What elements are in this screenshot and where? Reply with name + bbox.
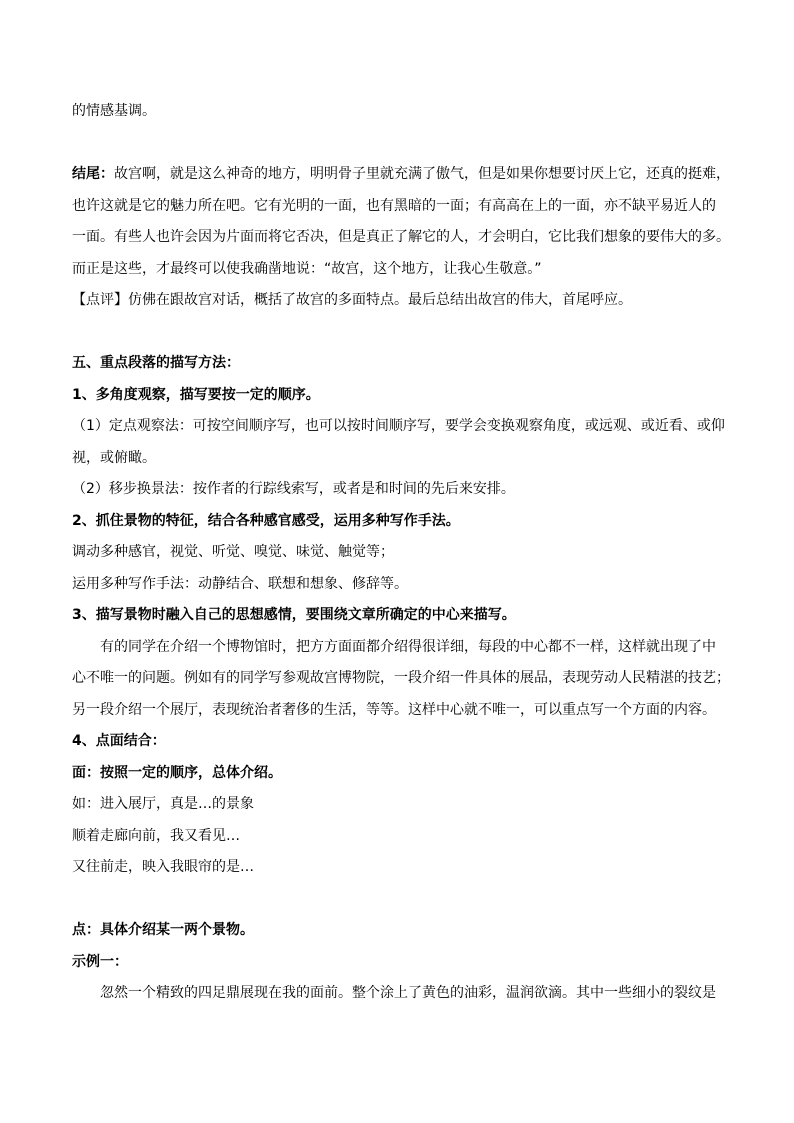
point-3-heading: 3、描写景物时融入自己的思想感情，要围绕文章所确定的中心来描写。: [72, 607, 516, 623]
ending-text: 故宫啊，就是这么神奇的地方，明明骨子里就充满了傲气，但是如果你想要讨厌上它，还真的挺难，: [114, 166, 730, 182]
ending-paragraph-line-1: [72, 159, 740, 191]
point-1-item-a-line-2: 视，或俯瞰。: [72, 449, 156, 466]
mian-heading: 面：按照一定的顺序，总体介绍。: [72, 764, 282, 781]
ending-paragraph-line-3: 一面。有些人也许会因为片面而将它否决，但是真正了解它的人，才会明白，它比我们想象的要伟大的多。: [72, 229, 730, 245]
dian-heading: 点：具体介绍某一两个景物。: [72, 922, 254, 938]
point-4-heading: 4、点面结合：: [72, 733, 166, 749]
point-1-heading: 1、多角度观察，描写要按一定的顺序。: [72, 386, 320, 403]
comment-line: 【点评】仿佛在跟故宫对话，概括了故宫的多面特点。最后总结出故宫的伟大，首尾呼应。: [72, 292, 632, 308]
example-line-2: 顺着走廊向前，我又看见…: [72, 827, 240, 844]
point-3-paragraph-line-1: 有的同学在介绍一个博物馆时，把方方面面都介绍得很详细，每段的中心都不一样，这样就出现了中: [100, 638, 716, 655]
example-1-label: 示例一：: [72, 953, 128, 970]
spacer: [72, 128, 740, 160]
point-1-item-b: （2）移步换景法：按作者的行踪线索写，或者是和时间的先后来安排。: [72, 481, 515, 497]
point-1-item-a-line-1: （1）定点观察法：可按空间顺序写，也可以按时间顺序写，要学会变换观察角度，或远观、或近看、或仰: [72, 418, 725, 434]
ending-paragraph-line-4: 而正是这些，才最终可以使我确凿地说：“故宫，这个地方，让我心生敬意。”: [72, 260, 542, 277]
spacer: [72, 884, 740, 916]
point-3-paragraph-line-2: 心不唯一的问题。例如有的同学写参观故宫博物院，一段介绍一件具体的展品，表现劳动人民精湛的技艺；: [72, 670, 730, 686]
example-line-3: 又往前走，映入我眼帘的是…: [72, 859, 254, 875]
example-line-1: 如：进入展厅，真是…的景象: [72, 796, 254, 812]
point-3-paragraph-line-3: 另一段介绍一个展厅，表现统治者奢侈的生活，等等。这样中心就不唯一，可以重点写一个方面的内容。: [72, 701, 716, 718]
point-2-heading: 2、抓住景物的特征，结合各种感官感受，运用多种写作手法。: [72, 512, 460, 529]
ending-label: 结尾：: [72, 166, 114, 182]
point-2-item-a: 调动多种感官，视觉、听觉、嗅觉、味觉、触觉等；: [72, 544, 394, 560]
point-2-item-b: 运用多种写作手法：动静结合、联想和想象、修辞等。: [72, 575, 408, 592]
text-line: 的情感基调。: [72, 103, 156, 119]
document-page: [72, 96, 740, 1010]
section-5-heading: 五、重点段落的描写方法：: [72, 355, 240, 371]
ending-paragraph-line-2: 也许这就是它的魅力所在吧。它有光明的一面，也有黑暗的一面；有高高在上的一面，亦不缺平易近人的: [72, 197, 716, 214]
spacer: [72, 317, 740, 349]
example-1-text: 忽然一个精致的四足鼎展现在我的面前。整个涂上了黄色的油彩，温润欲滴。其中一些细小的裂纹是: [100, 985, 716, 1001]
